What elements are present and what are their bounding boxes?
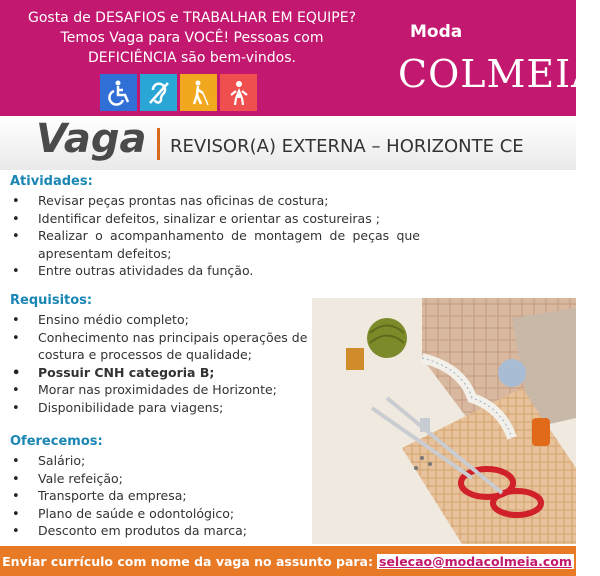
email-link[interactable]: selecao@modacolmeia.com bbox=[379, 553, 572, 569]
footer-instruction: Enviar currículo com nome da vaga no assunto para: bbox=[2, 553, 373, 569]
atividades-list bbox=[10, 192, 420, 280]
intellectual-disability-icon bbox=[220, 74, 257, 111]
list-item: • Disponibilidade para viagens; bbox=[10, 399, 310, 417]
list-item: • Possuir CNH categoria B; bbox=[10, 364, 310, 382]
requisitos-list bbox=[10, 311, 310, 416]
intro-line-3: DEFICIÊNCIA são bem-vindos. bbox=[88, 50, 296, 66]
title-divider bbox=[157, 128, 160, 160]
list-item: • Realizar o acompanhamento de montagem de peças que apresentam defeitos; bbox=[10, 227, 420, 262]
list-item: • Vale refeição; bbox=[10, 470, 310, 488]
brand-logo: COLMEIA bbox=[398, 52, 600, 96]
list-item: • Plano de saúde e odontológico; bbox=[10, 505, 310, 523]
footer-bar bbox=[0, 546, 576, 576]
intro-line-1: Gosta de DESAFIOS e TRABALHAR EM EQUIPE? bbox=[27, 10, 356, 26]
atividades-heading: Atividades: bbox=[10, 174, 93, 189]
list-item: • Morar nas proximidades de Horizonte; bbox=[10, 381, 310, 399]
oferecemos-heading: Oferecemos: bbox=[10, 434, 103, 449]
intro-text bbox=[0, 8, 384, 68]
list-item: • Desconto em produtos da marca; bbox=[10, 522, 310, 540]
vaga-heading: Vaga bbox=[36, 116, 147, 162]
sewing-supplies-photo bbox=[312, 298, 576, 544]
header-banner bbox=[0, 0, 600, 116]
brand-moda-label: Moda bbox=[410, 22, 463, 42]
list-item: • Revisar peças prontas nas oficinas de costura; bbox=[10, 192, 420, 210]
job-title: REVISOR(A) EXTERNA – HORIZONTE CE bbox=[170, 136, 524, 157]
list-item: • Identificar defeitos, sinalizar e orientar as costureiras ; bbox=[10, 210, 420, 228]
list-item: • Ensino médio completo; bbox=[10, 311, 310, 329]
list-item: • Salário; bbox=[10, 452, 310, 470]
intro-line-2: Temos Vaga para VOCÊ! Pessoas com bbox=[60, 30, 324, 46]
accessibility-icons bbox=[100, 74, 257, 111]
blind-person-icon bbox=[180, 74, 217, 111]
list-item: • Conhecimento nas principais operações de costura e processos de qualidade; bbox=[10, 329, 310, 364]
requisitos-heading: Requisitos: bbox=[10, 293, 93, 308]
list-item: • Transporte da empresa; bbox=[10, 487, 310, 505]
list-item: • Entre outras atividades da função. bbox=[10, 262, 420, 280]
hearing-impaired-icon bbox=[140, 74, 177, 111]
oferecemos-list bbox=[10, 452, 310, 540]
wheelchair-icon bbox=[100, 74, 137, 111]
